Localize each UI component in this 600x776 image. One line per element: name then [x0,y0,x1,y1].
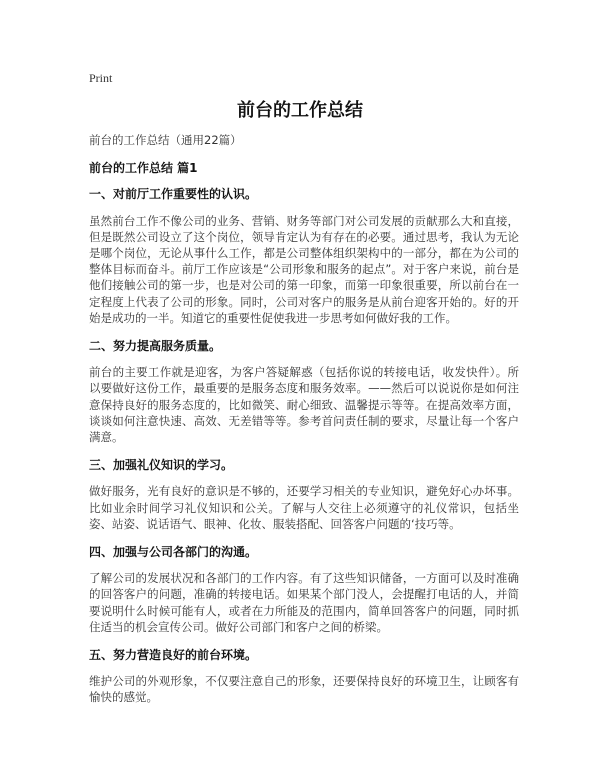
document-subtitle: 前台的工作总结（通用22篇） [89,133,242,147]
print-link[interactable]: Print [89,71,113,85]
section-2-text: 前台的主要工作就是迎客，为客户答疑解惑（包括你说的转接电话，收发快件）。所以要做好这份工作，最重要的是服务态度和服务效率。——然后可以说说你是如何注意保持良好的服务态度的，比如微笑、耐心细致、温馨提示等等。在提高效率方面，谈谈如何注意快速、高效、无差错等等。参考首问责任制的要求，尽量让每一个客户满意。 [89,365,519,445]
section-1-text: 虽然前台工作不像公司的业务、营销、财务等部门对公司发展的贡献那么大和直接，但是既然公司设立了这个岗位，领导肯定认为有存在的必要。通过思考，我认为无论是哪个岗位，无论从事什么工作，都是公司整体组织架构中的一部分，都在为公司的整体目标而奋斗。前厅工作应该是“公司形象和服务的起点”。对于客户来说，前台是他们接触公司的第一步，也是对公司的第一印象，而第一印象很重要，所以前台在一定程度上代表了公司的形象。同时，公司对客户的服务是从前台迎客开始的。好的开始是成功的一半。知道它的重要性促使我进一步思考如何做好我的工作。 [89,213,519,325]
section-5-heading: 五、努力营造良好的前台环境。 [89,648,258,663]
section-3-text: 做好服务，光有良好的意识是不够的，还要学习相关的专业知识，避免好心办坏事。比如业余时间学习礼仪知识和公关。了解与人交往上必须遵守的礼仪常识，包括坐姿、站姿、说话语气、眼神、化妆、服装搭配、回答客户问题的‘技巧等。 [89,484,519,531]
article-heading: 前台的工作总结 篇1 [89,161,198,176]
document-body [89,132,519,718]
section-4-text: 了解公司的发展状况和各部门的工作内容。有了这些知识储备，一方面可以及时准确的回答客户的问题，准确的转接电话。如果某个部门没人，会提醒打电话的人，并简要说明什么时候可能有人，或者在力所能及的范围内，简单回答客户的问题，同时抓住适当的机会宣传公司。做好公司部门和客户之间的桥梁。 [89,571,519,634]
section-2-heading: 二、努力提高服务质量。 [89,339,222,354]
section-3-heading: 三、加强礼仪知识的学习。 [89,458,234,473]
section-5-text: 维护公司的外观形象，不仅要注意自己的形象，还要保持良好的环境卫生，让顾客有愉快的感觉。 [89,674,519,705]
section-1-heading: 一、对前厅工作重要性的认识。 [89,187,258,202]
section-4-heading: 四、加强与公司各部门的沟通。 [89,545,258,560]
document-title: 前台的工作总结 [237,100,363,121]
